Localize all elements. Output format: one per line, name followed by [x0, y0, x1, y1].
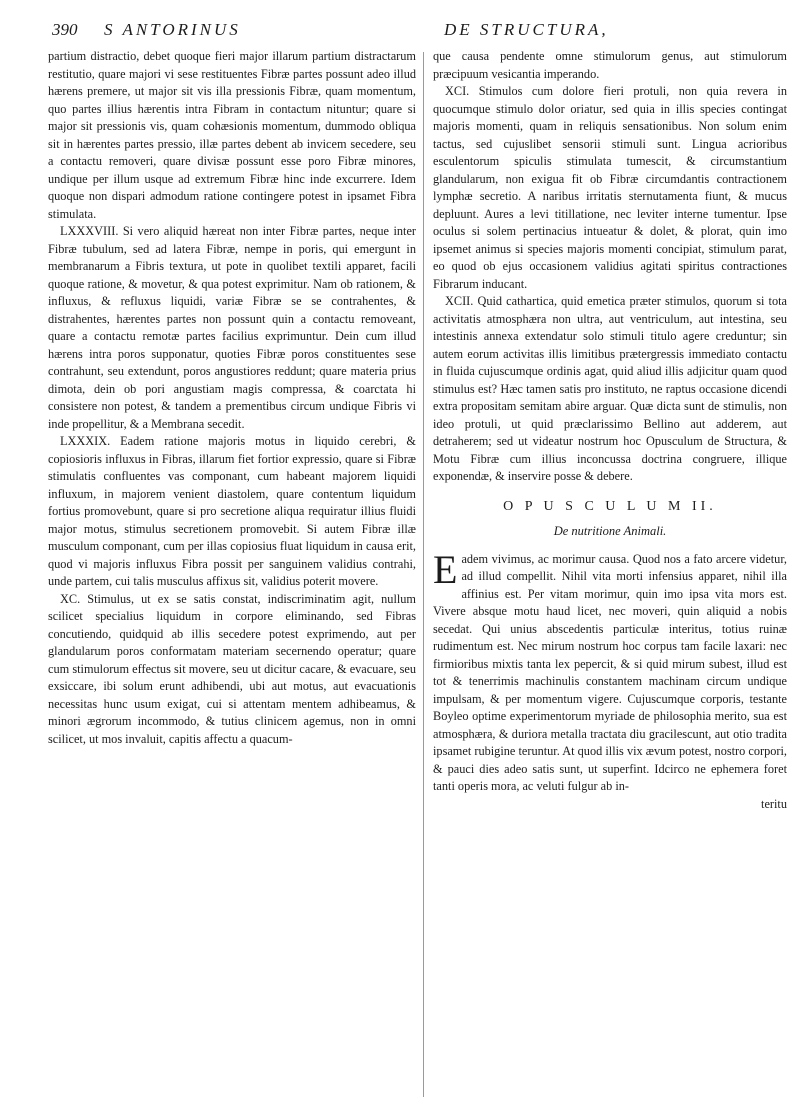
paragraph: XC. Stimulus, ut ex se satis constat, indiscriminatim agit, nullum scilicet specialius liquidum in corpore eliminando, sed Fibras concutiendo, quidquid ab illis secedere potest exprimendo, aut per glandularum poros conformatam materiam secernendo operatur; quare cum stimulorum effectus sit movere, seu ut dicitur cacare, & evacuare, seu exsiccare, ibi solum erunt adhibendi, ubi aut motus, aut evacuationis necessitas hunc usum exigat, cui si attentam mentem adhibeamus, & minori ægrorum incommodo, & tutius clinicem agemus, non in omni scilicet, ut mos invaluit, capitis affectu a quacum- [48, 591, 416, 746]
left-column [48, 48, 416, 1103]
paragraph-with-dropcap [433, 546, 787, 796]
paragraph-text: adem vivimus, ac morimur causa. Quod nos a fato arcere videtur, ad illud compellit. Nihil vita morti infensius apparet, nihil illa affinius est. Per vitam morimur, quin imo ipsa vita mors est. Vivere absque motu haud licet, nec moveri, quin aliquid a nobis secedat. Qui unius abscedentis particulæ interitus, totius ruinæ rudimentum est. Nec mirum nostrum hoc corpus tam facile laxari: nec firmioribus mixtis tanta lex pepercit, & si quid mirum subest, illud est tot & tenerrimis machinulis constantem machinam circum undique impulsam, & per momentum vigere. Cujuscumque corporis, testante Boyleo optime experimentorum myriade de philosophia merito, sua est atmosphæra, & duriora metalla tractata diu gracilescunt, aut otio tradita ipsamet rubigine teruntur. At quod illis vix ævum potest, nostro corpori, & pauci dies adeo satis sunt, ut superfint. Idcirco ne ephemera foret tanti operis mora, ac veluti fulgur ab in- [433, 551, 787, 793]
section-subtitle: De nutritione Animali. [553, 524, 667, 538]
column-divider [423, 52, 424, 1097]
paragraph: LXXXVIII. Si vero aliquid hæreat non inter Fibræ partes, neque inter Fibræ tubulum, sed ad latera Fibræ, nempe in poris, qui emergunt in membranarum a Fibris textura, ut pote in quolibet textili apparet, facili quoque ratione, & movetur, & qua potest exprimitur. Nam ob rationem, & influxus, & refluxus liquidi, variæ Fibræ se se contrahentes, & distrahentes, hærentes partes non possunt quin a contactu removeant, quare a contactu remotæ partes facilius exprimuntur. Dein cum illud hærens intra poros supponatur, quoties Fibræ poros constituentes sese contrahunt, seu extendunt, poros angustiores reddunt; quare materia prius dimota, dein ob pori angustiam magis compressa, & coarctata hi consistere non potest, & tandem a prementibus circum undique Fibris vi inde propellitur, & a Membrana secedit. [48, 224, 416, 431]
paragraph: que causa pendente omne stimulorum genus, aut stimulorum præcipuum vesicantia imperando. [433, 49, 787, 81]
paragraph: XCI. Stimulos cum dolore fieri protuli, non quia revera in quocumque stimulo dolor oriatur, sed quia in illis species contingat majoris momenti, quam in reliquis sensationibus. Non solum enim tactus, sed cujuslibet sensorii stimuli sunt. Lingua acrioribus esculentorum spiculis stimulata tumescit, & circumstantium glandularum, non exigua fit ob Fibræ circumdantis contractionem lymphæ secretio. A naribus irritatis sternutamenta fiunt, & mucus depluunt. Aures a levi titillatione, nec leviter interne tumentur. Ipse oculus si solem pertinacius intueatur & dolet, & plorat, quin imo ipsemet animus si species majoris momenti concipiat, stimulum parat, eo quod ob ejus occasionem validius agitati spiritus contractiones Fibrarum inducant. [433, 84, 787, 291]
running-head [52, 16, 768, 46]
running-title-left: S ANTORINUS [104, 20, 241, 39]
right-column [433, 48, 787, 1103]
paragraph: partium distractio, debet quoque fieri major illarum partium distractarum restitutio, quare majori vi sese restituentes Fibræ partes possunt adeo illud hærens premere, ut major sit vis illa pressionis Fibræ, quam momentum, quo partes illius hærentis intra Fibram in contactum nituntur; quare si major sit pressionis vis, quam cohæsionis momentum, dummodo obliqua sit in hærentes partes pressio, illæ partes debent ab invicem secedere, seu a contactu removeri, quare divisæ possunt esse poro Fibræ minores, undique per illum usque ad extremum Fibræ hinc inde excurrere. Idem quoque non dispari admodum ratione contingere potest in ipsamet Fibra stimulata. [48, 49, 416, 221]
section-title: O P U S C U L U M II. [503, 498, 717, 514]
running-title-right: DE STRUCTURA, [444, 20, 609, 39]
page-number: 390 [52, 20, 78, 39]
catchword: teritu [761, 796, 787, 811]
paragraph: XCII. Quid cathartica, quid emetica præter stimulos, quorum si tota activitatis atmosphæra non ultra, aut ventriculum, aut intestina, seu intestinis annexa extendatur solo stimuli titulo agere creduntur; sin autem eorum activitas illis limitibus prætergressis immediato contactu in fluida cujuscumque ordinis agat, quid aliud illis adjicitur quam quod stimulus est? Hæc tamen satis pro instituto, ne raptus occasione dicendi extra propositam semitam abire arguar. Quæ dicta sunt de stimulis, non ideo protuli, ut quid præclarissimo Bellino aut adderem, aut detraherem; sed ut videatur nostrum hoc Opusculum de Structura, & Motu Fibræ cum illius inconcussa doctrina congruere, illique exponendæ, & inservire posse & debere. [433, 294, 787, 483]
drop-cap: E [433, 546, 458, 592]
paragraph: LXXXIX. Eadem ratione majoris motus in liquido cerebri, & copiosioris influxus in Fibras, illarum fiet fortior expressio, quare si Fibræ stimulatis confluentes vas componant, cum habeant majorem liquidi influxum, in majorem venient diastolem, quare contentum liquidum fortius promovebunt, quare si pro secretione aliqua requiratur illius fluidi major motus, stimulus secretionem promovebit. Si autem Fibræ illæ musculum componant, cum per illas copiosius fluat liquidum in causa erit, quod vi majoris influxus Fibra possit per sanguinem validius contrahi, unde partem, cui talis musculus affixus sit, validius poterit movere. [48, 434, 416, 588]
